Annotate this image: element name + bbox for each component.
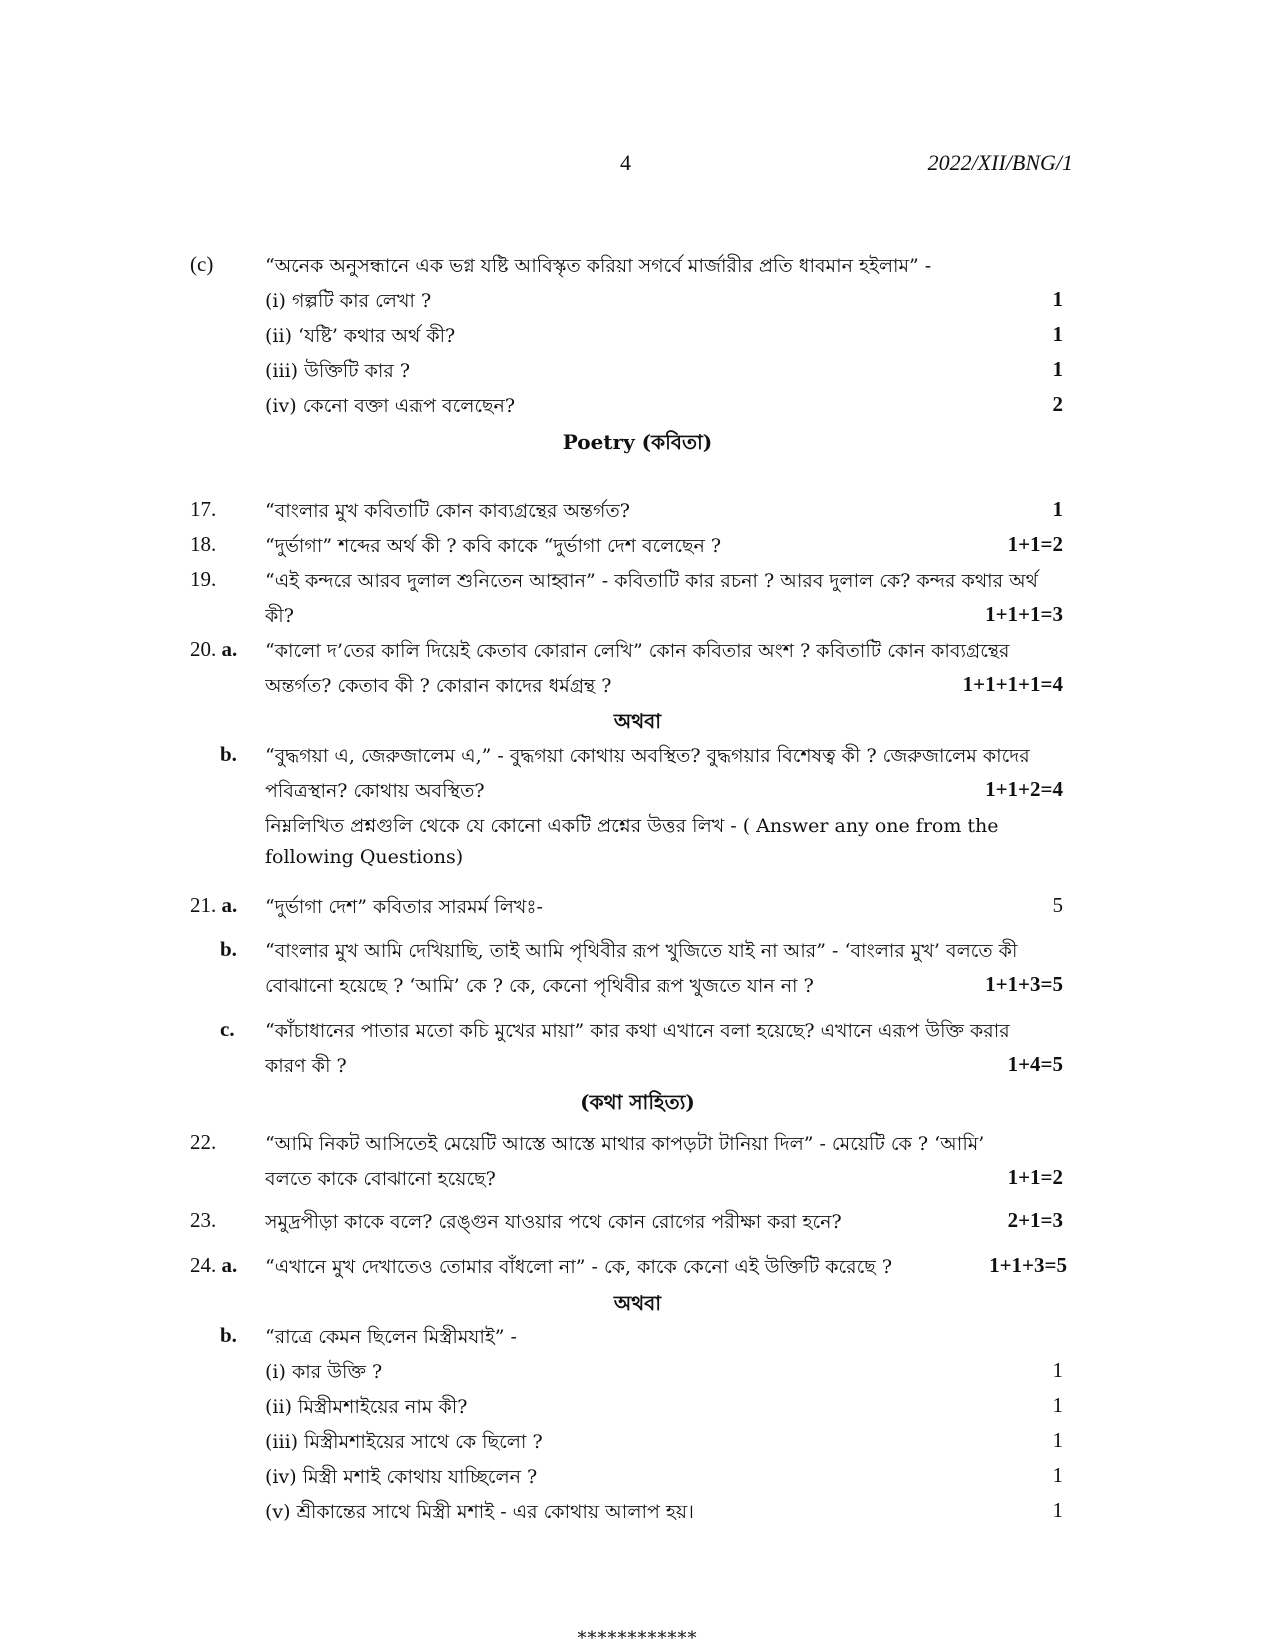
- question-18: [0, 532, 1275, 568]
- sub-question-text: (iii) উক্তিটি কার ?: [265, 360, 411, 382]
- question-text: “এই কন্দরে আরব দুলাল শুনিতেন আহ্বান” - কবিতাটি কার রচনা ? আরব দুলাল কে? কন্দর কথার অর্থ: [265, 570, 1038, 592]
- question-number: 18.: [190, 532, 217, 556]
- sub-question-text: (i) কার উক্তি ?: [265, 1361, 383, 1383]
- question-number: b.: [220, 937, 237, 961]
- section-heading-prose: (কথা সাহিত্য): [580, 1090, 695, 1114]
- question-24a: [0, 1253, 1275, 1289]
- question-text: “রাত্রে কেমন ছিলেন মিস্ত্রীমযাই” -: [265, 1326, 517, 1348]
- sub-question: [0, 1358, 1275, 1394]
- marks: 1+1=2: [1007, 532, 1063, 556]
- question-text: “বাংলার মুখ আমি দেখিয়াছি, তাই আমি পৃথিবীর রূপ খুজিতে যাই না আর” - ‘বাংলার মুখ’ বলতে কী: [265, 940, 1018, 962]
- sub-question: [0, 287, 1275, 323]
- question-number: 20. a.: [190, 637, 238, 661]
- marks: 1: [1052, 1463, 1063, 1487]
- marks: 1: [1052, 1498, 1063, 1522]
- question-number: 19.: [190, 567, 217, 591]
- or-divider: অথবা: [613, 1291, 662, 1315]
- sub-question-text: (iii) মিস্ত্রীমশাইয়ের সাথে কে ছিলো ?: [265, 1431, 543, 1453]
- question-22-cont: [0, 1165, 1275, 1201]
- marks: 5: [1052, 893, 1063, 917]
- question-21a: [0, 893, 1275, 929]
- sub-question: [0, 322, 1275, 358]
- marks: 1+1+2=4: [985, 777, 1063, 801]
- marks: 1+1+1=3: [985, 602, 1063, 626]
- marks: 1+1+3=5: [985, 972, 1063, 996]
- marks: 1: [1052, 357, 1063, 381]
- page-number: 4: [620, 150, 631, 175]
- marks: 1: [1052, 497, 1063, 521]
- marks: 1+1=2: [1007, 1165, 1063, 1189]
- question-text: কারণ কী ?: [265, 1055, 347, 1077]
- or-divider: অথবা: [613, 709, 662, 733]
- marks: 1+1+1+1=4: [962, 672, 1063, 696]
- marks: 1: [1052, 1358, 1063, 1382]
- sub-question: [0, 1428, 1275, 1464]
- instruction-cont: [0, 846, 1275, 882]
- question-20a-cont: [0, 672, 1275, 708]
- question-21b: [0, 937, 1275, 973]
- question-19: [0, 567, 1275, 603]
- question-text: বোঝানো হয়েছে ? ‘আমি’ কে ? কে, কেনো পৃথিবীর রূপ খুজতে যান না ?: [265, 975, 814, 997]
- sub-question-text: (ii) মিস্ত্রীমশাইয়ের নাম কী?: [265, 1396, 468, 1418]
- sub-question-text: (ii) ‘যষ্টি’ কথার অর্থ কী?: [265, 325, 456, 347]
- marks: 2: [1052, 392, 1063, 416]
- question-label: (c): [190, 252, 214, 276]
- question-text: বলতে কাকে বোঝানো হয়েছে?: [265, 1168, 496, 1190]
- question-21c: [0, 1017, 1275, 1053]
- marks: 1+1+3=5: [989, 1253, 1067, 1277]
- end-of-paper-marker: ************: [577, 1628, 698, 1649]
- question-number: b.: [220, 742, 237, 766]
- question-number: 17.: [190, 497, 217, 521]
- sub-question: [0, 1393, 1275, 1429]
- question-text: “কালো দ’তের কালি দিয়েই কেতাব কোরান লেখি” কোন কবিতার অংশ ? কবিতাটি কোন কাব্যগ্রন্থের: [265, 640, 1010, 662]
- instruction: [0, 812, 1275, 848]
- question-text: “এখানে মুখ দেখাতেও তোমার বাঁধলো না” - কে, কাকে কেনো এই উক্তিটি করেছে ?: [265, 1256, 893, 1278]
- question-20b-cont: [0, 777, 1275, 813]
- marks: 2+1=3: [1007, 1208, 1063, 1232]
- question-text: কী?: [265, 605, 294, 627]
- question-number: b.: [220, 1323, 237, 1347]
- question-c: [0, 252, 1275, 288]
- sub-question: [0, 1498, 1275, 1534]
- paper-code: 2022/XII/BNG/1: [927, 150, 1073, 175]
- marks: 1: [1052, 322, 1063, 346]
- sub-question-text: (iv) কেনো বক্তা এরূপ বলেছেন?: [265, 395, 516, 417]
- sub-question-text: (iv) মিস্ত্রী মশাই কোথায় যাচ্ছিলেন ?: [265, 1466, 538, 1488]
- question-21b-cont: [0, 972, 1275, 1008]
- marks: 1: [1052, 1393, 1063, 1417]
- question-17: [0, 497, 1275, 533]
- sub-question-text: (i) গল্পটি কার লেখা ?: [265, 290, 432, 312]
- sub-question: [0, 1463, 1275, 1499]
- question-number: 21. a.: [190, 893, 238, 917]
- question-text: অন্তর্গত? কেতাব কী ? কোরান কাদের ধর্মগ্রন্থ ?: [265, 675, 612, 697]
- question-number: c.: [220, 1017, 235, 1041]
- marks: 1: [1052, 287, 1063, 311]
- section-heading-poetry: Poetry (কবিতা): [562, 430, 713, 454]
- sub-question: [0, 357, 1275, 393]
- question-22: [0, 1130, 1275, 1166]
- question-text: সমুদ্রপীড়া কাকে বলে? রেঙ্গুন যাওয়ার পথে কোন রোগের পরীক্ষা করা হনে?: [265, 1211, 842, 1233]
- question-23: [0, 1208, 1275, 1244]
- question-text: পবিত্রস্থান? কোথায় অবস্থিত?: [265, 780, 485, 802]
- question-text: “দুর্ভাগা দেশ” কবিতার সারমর্ম লিখঃ-: [265, 896, 543, 918]
- marks: 1: [1052, 1428, 1063, 1452]
- instruction-text: following Questions): [265, 846, 464, 868]
- question-text: “দুর্ভাগা” শব্দের অর্থ কী ? কবি কাকে “দুর্ভাগা দেশ বলেছেন ?: [265, 535, 722, 557]
- question-24b: [0, 1323, 1275, 1359]
- question-text: “কাঁচাধানের পাতার মতো কচি মুখের মায়া” কার কথা এখানে বলা হয়েছে? এখানে এরূপ উক্তি করার: [265, 1020, 1010, 1042]
- question-text: “বুদ্ধগয়া এ, জেরুজালেম এ,” - বুদ্ধগয়া কোথায় অবস্থিত? বুদ্ধগয়ার বিশেষত্ব কী ? জেরুজালেম কাদের: [265, 745, 1030, 767]
- question-20b: [0, 742, 1275, 778]
- marks: 1+4=5: [1007, 1052, 1063, 1076]
- question-text: “বাংলার মুখ কবিতাটি কোন কাব্যগ্রন্থের অন্তর্গত?: [265, 500, 630, 522]
- question-20a: [0, 637, 1275, 673]
- question-number: 22.: [190, 1130, 217, 1154]
- question-number: 24. a.: [190, 1253, 238, 1277]
- sub-question-text: (v) শ্রীকান্তের সাথে মিস্ত্রী মশাই - এর কোথায় আলাপ হয়।: [265, 1501, 694, 1523]
- question-text: “অনেক অনুসন্ধানে এক ভগ্ন যষ্টি আবিস্কৃত করিয়া সগর্বে মার্জারীর প্রতি ধাবমান হইলাম” -: [265, 255, 932, 277]
- question-number: 23.: [190, 1208, 217, 1232]
- instruction-text: নিম্নলিখিত প্রশ্নগুলি থেকে যে কোনো একটি প্রশ্নের উত্তর লিখ - ( Answer any one from the: [265, 815, 999, 837]
- question-21c-cont: [0, 1052, 1275, 1088]
- question-19-cont: [0, 602, 1275, 638]
- sub-question: [0, 392, 1275, 428]
- question-text: “আমি নিকট আসিতেই মেয়েটি আস্তে আস্তে মাথার কাপড়টা টানিয়া দিল” - মেয়েটি কে ? ‘আমি’: [265, 1133, 985, 1155]
